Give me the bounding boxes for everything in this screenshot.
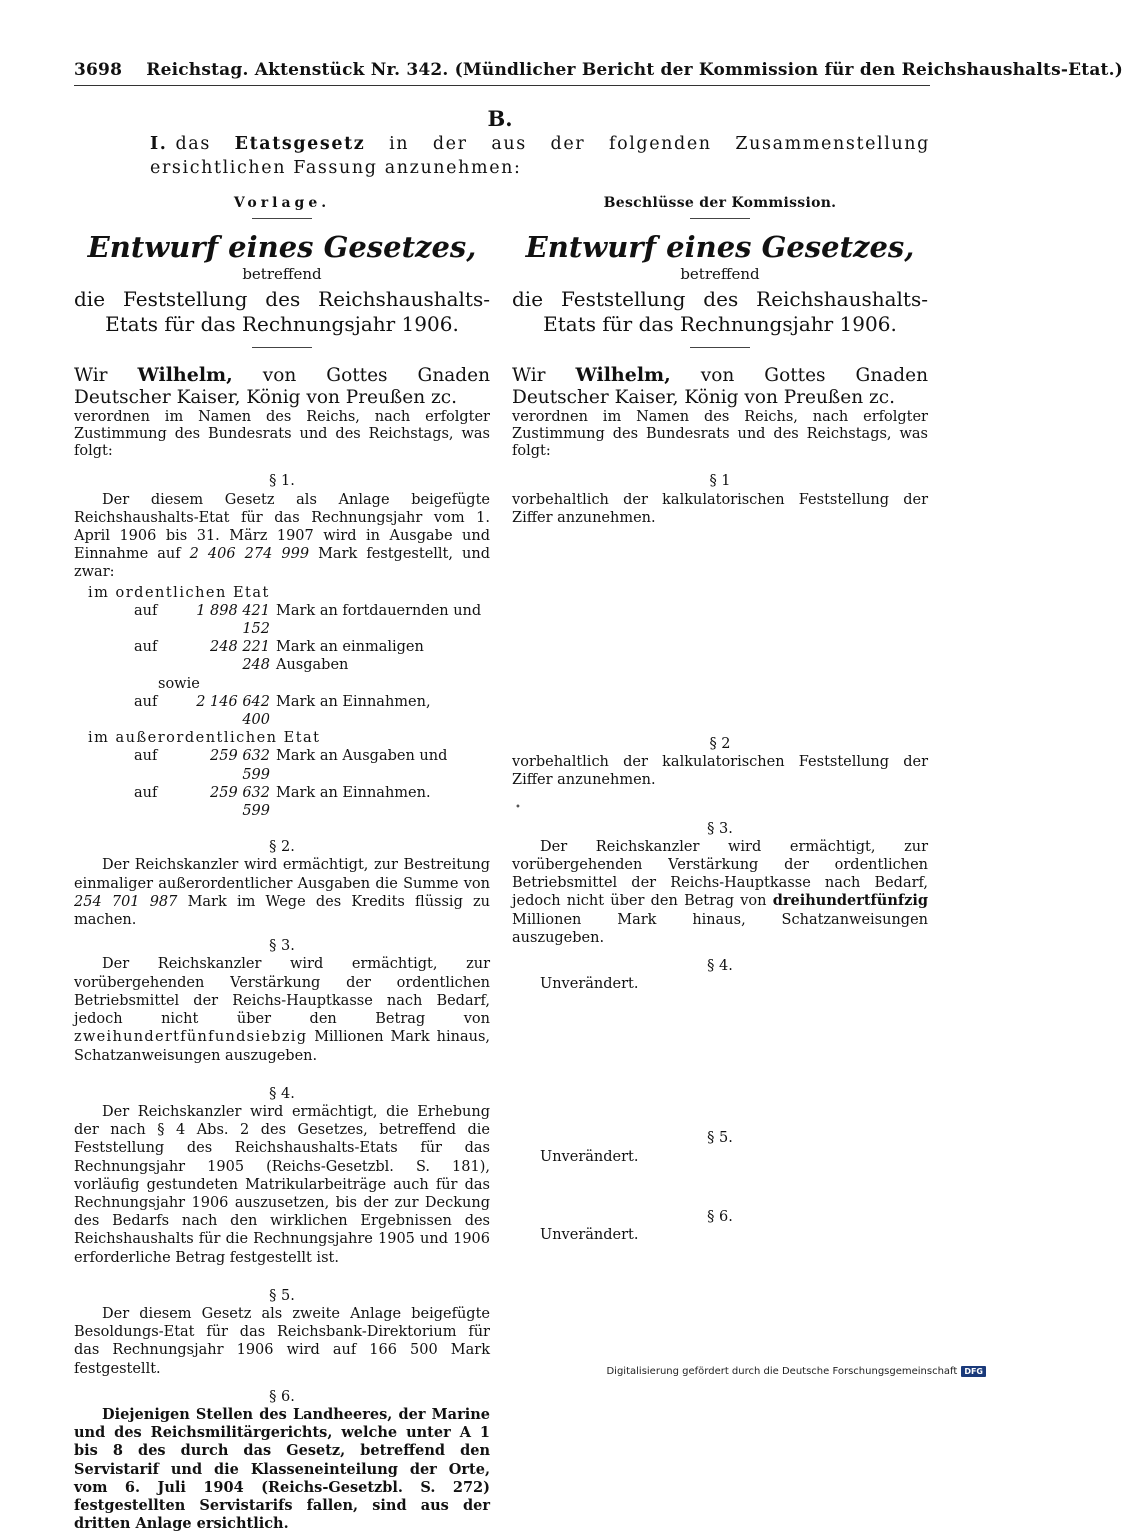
credit-amount: 254 701 987 xyxy=(74,893,178,910)
amount-label: Mark an Einnahmen. xyxy=(276,784,431,801)
paragraph-heading: § 1 xyxy=(709,473,731,490)
paragraph-text-part: Millionen Mark hinaus, Schatzanweisungen auszugeben. xyxy=(512,911,928,946)
column-vorlage xyxy=(74,194,490,1533)
paragraph-text-part: Der diesem Gesetz als Anlage beigefügte Reichshaushalts-Etat für das Rechnungsjahr vom 1. April 1906 bis 31. März 1907 wird in Ausgabe und Einnahme auf xyxy=(74,491,490,563)
amount-prefix: auf xyxy=(134,693,158,710)
ordinary-etat-heading: im ordentlichen Etat xyxy=(88,584,270,601)
paragraph-text: Diejenigen Stellen des Landheeres, der Marine und des Reichsmilitärgerichts, welche unter A 1 bis 8 des durch das Gesetz, betreffend den Servistarif und die Klasseneinteilung der Orte, vom 6. Juli 1904 (Reichs-Gesetzbl. S. 272) festgestellten Servistarifs fallen, sind aus der dritten Anlage ersichtlich. xyxy=(74,1405,490,1533)
paragraph-heading: § 2 xyxy=(709,736,731,753)
amount-value: 259 632 599 xyxy=(210,748,270,783)
preamble-decree: verordnen im Namen des Reichs, nach erfolgter Zustimmung des Bundesrats und des Reichstags, was folgt: xyxy=(74,409,490,460)
paragraph-text: Unverändert. xyxy=(540,1148,639,1165)
paragraph-text-part: Der Reichskanzler wird ermächtigt, zur Bestreitung einmaliger außerordentlicher Ausgaben die Summe von xyxy=(74,857,490,892)
bold-amount-word: dreihundertfünfzig xyxy=(772,892,928,910)
running-title: Reichstag. Aktenstück Nr. 342. (Mündlicher Bericht der Kommission für den Reichshaushalts-Etat.) xyxy=(146,60,1123,80)
column-heading-kommission: Beschlüsse der Kommission. xyxy=(603,195,837,211)
total-amount: 2 406 274 999 xyxy=(189,546,310,563)
amount-row xyxy=(74,747,490,783)
amount-value: 1 898 421 152 xyxy=(196,602,270,638)
preamble-title: von Gottes Gnaden Deutscher Kaiser, König von Preußen zc. xyxy=(512,365,928,409)
paragraph-heading: § 4. xyxy=(707,958,733,975)
intro-text-after: in der aus der folgenden Zusammenstellung ersichtlichen Fassung anzunehmen: xyxy=(150,134,930,178)
paragraph-text-part: Millionen Mark hinaus, Schatzanweisungen auszugeben. xyxy=(74,1029,490,1064)
column-heading-vorlage: Vorlage. xyxy=(233,195,331,211)
paragraph-text xyxy=(512,838,928,947)
intro-number: I. xyxy=(150,134,168,154)
page-number: 3698 xyxy=(74,60,123,80)
header-rule xyxy=(74,85,930,86)
amount-label: Mark an Ausgaben und xyxy=(276,748,448,765)
law-description: die Feststellung des Reichshaushalts-Etats für das Rechnungsjahr 1906. xyxy=(74,287,490,337)
amount-value: 2 146 642 400 xyxy=(196,693,270,729)
amount-prefix: auf xyxy=(134,784,158,801)
paragraph-text: vorbehaltlich der kalkulatorischen Feststellung der Ziffer anzunehmen. xyxy=(512,754,928,789)
paragraph-heading: § 5. xyxy=(707,1130,733,1147)
preamble-sovereign xyxy=(512,364,928,409)
preamble-sovereign xyxy=(74,364,490,409)
paragraph-text xyxy=(74,955,490,1064)
law-description: die Feststellung des Reichshaushalts-Etats für das Rechnungsjahr 1906. xyxy=(512,287,928,337)
preamble-name: Wilhelm, xyxy=(137,364,233,387)
divider xyxy=(690,218,750,219)
preamble-title: von Gottes Gnaden Deutscher Kaiser, König von Preußen zc. xyxy=(74,365,490,409)
amount-block xyxy=(74,584,490,821)
paragraph-text: Unverändert. xyxy=(540,1227,639,1244)
amount-label: Mark an Einnahmen, xyxy=(276,693,431,710)
paragraph-text-part: Der Reichskanzler wird ermächtigt, zur vorübergehenden Verstärkung der ordentlichen Betriebsmittel der Reichs-Hauptkasse nach Bedarf, jedoch nicht über den Betrag von xyxy=(74,956,490,1028)
preamble xyxy=(74,364,490,460)
amount-value: 259 632 599 xyxy=(210,784,270,820)
paragraph-heading: § 5. xyxy=(269,1287,295,1304)
running-head xyxy=(74,60,1123,80)
paragraph-heading: § 1. xyxy=(269,473,295,490)
paragraph-heading: § 3. xyxy=(269,938,295,955)
law-subtitle: betreffend xyxy=(680,265,760,284)
divider xyxy=(690,347,750,348)
paragraph-text-part: Der Reichskanzler wird ermächtigt, zur vorübergehenden Verstärkung der ordentlichen Betriebsmittel der Reichs-Hauptkasse nach Bedarf, jedoch nicht über den Betrag von xyxy=(512,838,928,910)
paragraph-text xyxy=(74,856,490,929)
paragraph-text: vorbehaltlich der kalkulatorischen Feststellung der Ziffer anzunehmen. xyxy=(512,491,928,526)
paragraph-heading: § 6. xyxy=(269,1388,295,1405)
footer-credit: Digitalisierung gefördert durch die Deutsche Forschungsgemeinschaft xyxy=(606,1366,958,1377)
sowie-label: sowie xyxy=(158,675,200,692)
amount-row xyxy=(74,693,490,729)
amount-prefix: auf xyxy=(134,602,158,619)
paragraph-heading: § 4. xyxy=(269,1085,295,1102)
paragraph-text-part: Mark im Wege des Kredits flüssig zu machen. xyxy=(74,893,491,929)
amount-row xyxy=(74,784,490,820)
intro-paragraph xyxy=(150,132,930,180)
paragraph-text: Der diesem Gesetz als zweite Anlage beigefügte Besoldungs-Etat für das Reichsbank-Direktorium für das Rechnungsjahr 1906 wird auf 166 500 Mark festgestellt. xyxy=(74,1305,490,1377)
preamble-we: Wir xyxy=(512,365,576,387)
law-title: Entwurf eines Gesetzes, xyxy=(525,230,915,265)
amount-row xyxy=(74,638,490,674)
paragraph-text: Der Reichskanzler wird ermächtigt, die Erhebung der nach § 4 Abs. 2 des Gesetzes, betreffend die Feststellung des Reichshaushalts-Etats für das Rechnungsjahr 1905 (Reichs-Gesetzbl. S. 181), vorläufig gestundeten Matrikularbeiträge auch für das Rechnungsjahr 1906 auszusetzen, bis der zur Deckung des Bedarfs nach den wirklichen Ergebnissen des Reichshaushalts für die Rechnungsjahre 1905 und 1906 erforderliche Betrag festgestellt ist. xyxy=(74,1103,490,1266)
paragraph-text: Unverändert. xyxy=(540,976,639,993)
section-letter: B. xyxy=(487,106,513,131)
extraordinary-etat-heading: im außerordentlichen Etat xyxy=(88,730,321,747)
intro-text-before: das xyxy=(175,134,235,154)
amount-value: 248 221 248 xyxy=(210,639,270,674)
law-subtitle: betreffend xyxy=(242,265,322,284)
amount-label: Mark an einmaligen Ausgaben xyxy=(276,639,424,674)
amount-label: Mark an fortdauernden und xyxy=(276,602,482,619)
preamble-we: Wir xyxy=(74,365,138,387)
column-kommission xyxy=(512,194,928,1244)
paragraph-text-part: Mark festgestellt, und zwar: xyxy=(74,546,490,581)
amount-row xyxy=(74,602,490,638)
amount-prefix: auf xyxy=(134,748,158,765)
paragraph-text xyxy=(74,491,490,582)
paragraph-heading: § 2. xyxy=(269,839,295,856)
law-title: Entwurf eines Gesetzes, xyxy=(87,230,477,265)
amount-prefix: auf xyxy=(134,639,158,656)
intro-bold-term: Etatsgesetz xyxy=(234,134,366,154)
divider xyxy=(252,218,312,219)
dfg-logo-icon: DFG xyxy=(961,1366,986,1377)
paragraph-heading: § 6. xyxy=(707,1208,733,1225)
spaced-amount-word: zweihundertfünfundsiebzig xyxy=(74,1029,308,1046)
paragraph-heading: § 3. xyxy=(707,820,733,837)
footer xyxy=(606,1366,986,1377)
preamble-name: Wilhelm, xyxy=(575,364,671,387)
preamble xyxy=(512,364,928,460)
margin-mark: • xyxy=(515,802,521,813)
preamble-decree: verordnen im Namen des Reichs, nach erfolgter Zustimmung des Bundesrats und des Reichstags, was folgt: xyxy=(512,409,928,460)
divider xyxy=(252,347,312,348)
